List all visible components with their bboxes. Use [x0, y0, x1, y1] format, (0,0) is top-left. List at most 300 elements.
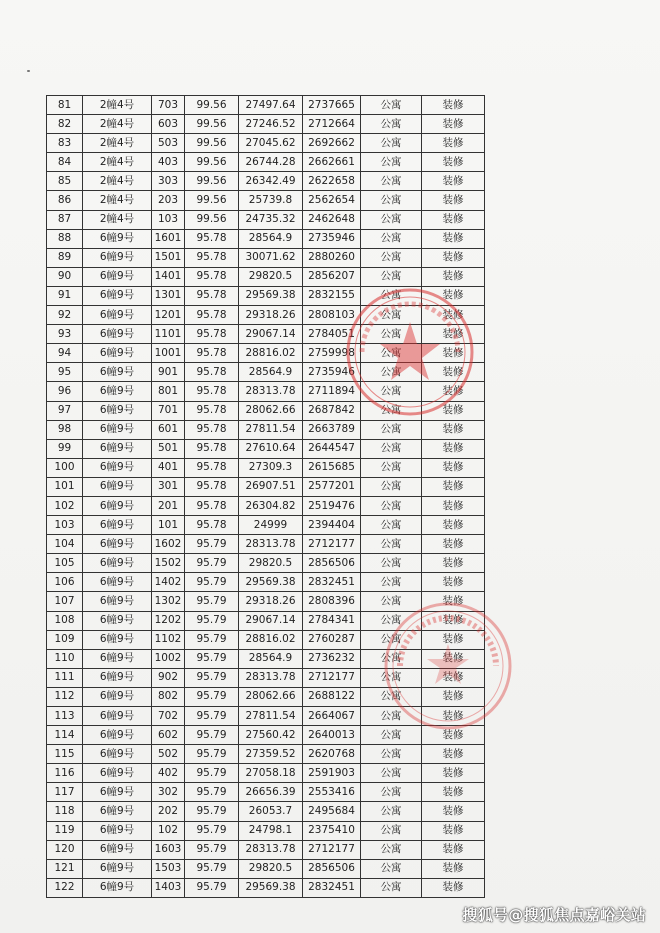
cell-row-number: 88	[47, 229, 83, 248]
cell-row-number: 91	[47, 286, 83, 305]
table-row	[47, 229, 485, 248]
cell-total-price: 2562654	[303, 191, 361, 210]
cell-area: 95.79	[185, 687, 239, 706]
cell-unit-price: 28313.78	[239, 382, 303, 401]
cell-room-number: 1001	[152, 344, 185, 363]
cell-area: 99.56	[185, 191, 239, 210]
cell-building: 2幢4号	[83, 191, 152, 210]
cell-area: 99.56	[185, 153, 239, 172]
cell-row-number: 96	[47, 382, 83, 401]
cell-row-number: 103	[47, 516, 83, 535]
cell-total-price: 2832451	[303, 878, 361, 897]
cell-total-price: 2712177	[303, 668, 361, 687]
cell-area: 95.78	[185, 420, 239, 439]
cell-building: 6幢9号	[83, 573, 152, 592]
cell-row-number: 117	[47, 783, 83, 802]
cell-building: 6幢9号	[83, 363, 152, 382]
cell-room-number: 602	[152, 726, 185, 745]
cell-area: 95.78	[185, 363, 239, 382]
cell-total-price: 2856506	[303, 554, 361, 573]
cell-area: 99.56	[185, 96, 239, 115]
cell-unit-price: 28062.66	[239, 687, 303, 706]
cell-building: 6幢9号	[83, 668, 152, 687]
cell-room-number: 901	[152, 363, 185, 382]
cell-decoration: 装修	[422, 458, 485, 477]
cell-room-number: 601	[152, 420, 185, 439]
cell-total-price: 2737665	[303, 96, 361, 115]
cell-unit-price: 27246.52	[239, 115, 303, 134]
cell-usage: 公寓	[361, 96, 422, 115]
cell-row-number: 106	[47, 573, 83, 592]
cell-unit-price: 28564.9	[239, 363, 303, 382]
cell-decoration: 装修	[422, 420, 485, 439]
cell-unit-price: 29820.5	[239, 554, 303, 573]
cell-unit-price: 29067.14	[239, 325, 303, 344]
cell-building: 6幢9号	[83, 802, 152, 821]
cell-usage: 公寓	[361, 859, 422, 878]
cell-total-price: 2832451	[303, 573, 361, 592]
table-row	[47, 687, 485, 706]
cell-row-number: 99	[47, 439, 83, 458]
cell-total-price: 2553416	[303, 783, 361, 802]
cell-usage: 公寓	[361, 592, 422, 611]
table-row	[47, 306, 485, 325]
table-row	[47, 707, 485, 726]
cell-room-number: 302	[152, 783, 185, 802]
cell-room-number: 301	[152, 477, 185, 496]
cell-building: 6幢9号	[83, 306, 152, 325]
cell-building: 2幢4号	[83, 172, 152, 191]
cell-area: 95.79	[185, 802, 239, 821]
cell-building: 6幢9号	[83, 745, 152, 764]
cell-total-price: 2688122	[303, 687, 361, 706]
cell-building: 6幢9号	[83, 382, 152, 401]
cell-room-number: 603	[152, 115, 185, 134]
cell-building: 6幢9号	[83, 420, 152, 439]
cell-room-number: 101	[152, 516, 185, 535]
cell-usage: 公寓	[361, 134, 422, 153]
cell-unit-price: 26907.51	[239, 477, 303, 496]
cell-decoration: 装修	[422, 306, 485, 325]
cell-decoration: 装修	[422, 344, 485, 363]
cell-total-price: 2808396	[303, 592, 361, 611]
cell-building: 6幢9号	[83, 840, 152, 859]
cell-building: 2幢4号	[83, 134, 152, 153]
cell-unit-price: 27497.64	[239, 96, 303, 115]
cell-total-price: 2808103	[303, 306, 361, 325]
cell-room-number: 201	[152, 496, 185, 515]
cell-row-number: 98	[47, 420, 83, 439]
cell-total-price: 2495684	[303, 802, 361, 821]
cell-room-number: 802	[152, 687, 185, 706]
cell-area: 95.78	[185, 325, 239, 344]
cell-area: 95.79	[185, 535, 239, 554]
cell-decoration: 装修	[422, 153, 485, 172]
table-row	[47, 745, 485, 764]
cell-area: 95.78	[185, 458, 239, 477]
cell-usage: 公寓	[361, 878, 422, 897]
cell-row-number: 101	[47, 477, 83, 496]
cell-total-price: 2687842	[303, 401, 361, 420]
cell-area: 99.56	[185, 210, 239, 229]
cell-area: 95.79	[185, 668, 239, 687]
cell-usage: 公寓	[361, 496, 422, 515]
cell-total-price: 2735946	[303, 363, 361, 382]
cell-total-price: 2759998	[303, 344, 361, 363]
cell-usage: 公寓	[361, 554, 422, 573]
cell-row-number: 90	[47, 267, 83, 286]
cell-building: 6幢9号	[83, 783, 152, 802]
cell-building: 6幢9号	[83, 401, 152, 420]
cell-area: 95.79	[185, 764, 239, 783]
cell-row-number: 121	[47, 859, 83, 878]
cell-unit-price: 25739.8	[239, 191, 303, 210]
table-row	[47, 878, 485, 897]
cell-building: 6幢9号	[83, 477, 152, 496]
cell-total-price: 2856506	[303, 859, 361, 878]
cell-usage: 公寓	[361, 802, 422, 821]
cell-decoration: 装修	[422, 783, 485, 802]
cell-unit-price: 27811.54	[239, 420, 303, 439]
cell-area: 95.79	[185, 859, 239, 878]
cell-row-number: 105	[47, 554, 83, 573]
cell-unit-price: 30071.62	[239, 248, 303, 267]
cell-total-price: 2640013	[303, 726, 361, 745]
cell-room-number: 1601	[152, 229, 185, 248]
cell-usage: 公寓	[361, 382, 422, 401]
cell-total-price: 2622658	[303, 172, 361, 191]
cell-building: 6幢9号	[83, 496, 152, 515]
cell-row-number: 119	[47, 821, 83, 840]
cell-unit-price: 28313.78	[239, 840, 303, 859]
cell-room-number: 1501	[152, 248, 185, 267]
cell-room-number: 203	[152, 191, 185, 210]
cell-decoration: 装修	[422, 821, 485, 840]
table-row	[47, 267, 485, 286]
cell-usage: 公寓	[361, 745, 422, 764]
table-row	[47, 611, 485, 630]
table-row	[47, 248, 485, 267]
cell-decoration: 装修	[422, 573, 485, 592]
cell-unit-price: 29318.26	[239, 592, 303, 611]
cell-row-number: 107	[47, 592, 83, 611]
cell-room-number: 1202	[152, 611, 185, 630]
cell-usage: 公寓	[361, 611, 422, 630]
cell-decoration: 装修	[422, 878, 485, 897]
cell-room-number: 1602	[152, 535, 185, 554]
table-row	[47, 477, 485, 496]
cell-room-number: 701	[152, 401, 185, 420]
cell-area: 95.79	[185, 783, 239, 802]
cell-decoration: 装修	[422, 172, 485, 191]
cell-room-number: 1403	[152, 878, 185, 897]
price-list-body	[47, 96, 485, 898]
cell-total-price: 2832155	[303, 286, 361, 305]
cell-usage: 公寓	[361, 821, 422, 840]
cell-room-number: 1603	[152, 840, 185, 859]
cell-building: 6幢9号	[83, 554, 152, 573]
cell-total-price: 2663789	[303, 420, 361, 439]
cell-unit-price: 27309.3	[239, 458, 303, 477]
cell-usage: 公寓	[361, 344, 422, 363]
table-row	[47, 344, 485, 363]
cell-usage: 公寓	[361, 687, 422, 706]
cell-row-number: 84	[47, 153, 83, 172]
cell-decoration: 装修	[422, 286, 485, 305]
cell-row-number: 87	[47, 210, 83, 229]
table-row	[47, 210, 485, 229]
cell-total-price: 2784341	[303, 611, 361, 630]
cell-room-number: 702	[152, 707, 185, 726]
cell-room-number: 202	[152, 802, 185, 821]
cell-room-number: 1101	[152, 325, 185, 344]
cell-row-number: 82	[47, 115, 83, 134]
cell-room-number: 902	[152, 668, 185, 687]
cell-row-number: 115	[47, 745, 83, 764]
cell-decoration: 装修	[422, 840, 485, 859]
cell-decoration: 装修	[422, 115, 485, 134]
table-row	[47, 783, 485, 802]
cell-room-number: 1201	[152, 306, 185, 325]
table-row	[47, 191, 485, 210]
cell-unit-price: 29067.14	[239, 611, 303, 630]
cell-building: 6幢9号	[83, 286, 152, 305]
cell-decoration: 装修	[422, 477, 485, 496]
cell-usage: 公寓	[361, 172, 422, 191]
cell-usage: 公寓	[361, 306, 422, 325]
cell-room-number: 1402	[152, 573, 185, 592]
cell-building: 6幢9号	[83, 267, 152, 286]
cell-area: 95.79	[185, 592, 239, 611]
cell-building: 6幢9号	[83, 611, 152, 630]
cell-decoration: 装修	[422, 726, 485, 745]
table-row	[47, 554, 485, 573]
cell-usage: 公寓	[361, 764, 422, 783]
table-row	[47, 573, 485, 592]
table-row	[47, 458, 485, 477]
cell-decoration: 装修	[422, 859, 485, 878]
cell-total-price: 2577201	[303, 477, 361, 496]
cell-area: 95.78	[185, 401, 239, 420]
cell-total-price: 2644547	[303, 439, 361, 458]
cell-area: 95.78	[185, 516, 239, 535]
cell-area: 95.79	[185, 573, 239, 592]
cell-area: 99.56	[185, 172, 239, 191]
table-row	[47, 668, 485, 687]
table-row	[47, 325, 485, 344]
table-row	[47, 840, 485, 859]
cell-unit-price: 28313.78	[239, 535, 303, 554]
cell-unit-price: 26342.49	[239, 172, 303, 191]
cell-decoration: 装修	[422, 592, 485, 611]
cell-area: 95.78	[185, 439, 239, 458]
table-row	[47, 592, 485, 611]
cell-usage: 公寓	[361, 229, 422, 248]
table-row	[47, 821, 485, 840]
cell-usage: 公寓	[361, 726, 422, 745]
cell-unit-price: 28816.02	[239, 344, 303, 363]
cell-decoration: 装修	[422, 96, 485, 115]
table-row	[47, 286, 485, 305]
cell-decoration: 装修	[422, 707, 485, 726]
cell-decoration: 装修	[422, 668, 485, 687]
cell-decoration: 装修	[422, 401, 485, 420]
cell-usage: 公寓	[361, 516, 422, 535]
table-row	[47, 115, 485, 134]
cell-unit-price: 27560.42	[239, 726, 303, 745]
cell-usage: 公寓	[361, 458, 422, 477]
cell-building: 6幢9号	[83, 764, 152, 783]
cell-building: 6幢9号	[83, 458, 152, 477]
cell-room-number: 801	[152, 382, 185, 401]
cell-building: 6幢9号	[83, 325, 152, 344]
cell-total-price: 2394404	[303, 516, 361, 535]
cell-building: 6幢9号	[83, 439, 152, 458]
cell-usage: 公寓	[361, 210, 422, 229]
cell-building: 6幢9号	[83, 344, 152, 363]
cell-row-number: 111	[47, 668, 83, 687]
cell-building: 6幢9号	[83, 687, 152, 706]
cell-usage: 公寓	[361, 668, 422, 687]
table-row	[47, 859, 485, 878]
cell-area: 95.79	[185, 554, 239, 573]
cell-decoration: 装修	[422, 687, 485, 706]
cell-row-number: 114	[47, 726, 83, 745]
cell-area: 95.78	[185, 382, 239, 401]
cell-room-number: 401	[152, 458, 185, 477]
table-row	[47, 630, 485, 649]
cell-building: 6幢9号	[83, 707, 152, 726]
cell-usage: 公寓	[361, 153, 422, 172]
cell-building: 2幢4号	[83, 153, 152, 172]
cell-unit-price: 29569.38	[239, 878, 303, 897]
cell-unit-price: 26304.82	[239, 496, 303, 515]
cell-unit-price: 26744.28	[239, 153, 303, 172]
cell-row-number: 97	[47, 401, 83, 420]
cell-unit-price: 27359.52	[239, 745, 303, 764]
cell-area: 95.79	[185, 611, 239, 630]
cell-decoration: 装修	[422, 745, 485, 764]
cell-unit-price: 28564.9	[239, 649, 303, 668]
cell-room-number: 403	[152, 153, 185, 172]
cell-decoration: 装修	[422, 210, 485, 229]
cell-building: 6幢9号	[83, 726, 152, 745]
cell-row-number: 100	[47, 458, 83, 477]
cell-unit-price: 28313.78	[239, 668, 303, 687]
cell-usage: 公寓	[361, 363, 422, 382]
cell-unit-price: 24999	[239, 516, 303, 535]
cell-usage: 公寓	[361, 477, 422, 496]
cell-area: 95.78	[185, 229, 239, 248]
cell-row-number: 122	[47, 878, 83, 897]
table-row	[47, 401, 485, 420]
cell-unit-price: 28816.02	[239, 630, 303, 649]
cell-building: 2幢4号	[83, 210, 152, 229]
cell-decoration: 装修	[422, 535, 485, 554]
cell-area: 95.79	[185, 745, 239, 764]
table-row	[47, 439, 485, 458]
cell-usage: 公寓	[361, 783, 422, 802]
cell-usage: 公寓	[361, 286, 422, 305]
cell-total-price: 2375410	[303, 821, 361, 840]
cell-row-number: 85	[47, 172, 83, 191]
cell-row-number: 116	[47, 764, 83, 783]
cell-building: 6幢9号	[83, 649, 152, 668]
cell-building: 6幢9号	[83, 516, 152, 535]
cell-usage: 公寓	[361, 439, 422, 458]
cell-usage: 公寓	[361, 420, 422, 439]
cell-row-number: 95	[47, 363, 83, 382]
cell-usage: 公寓	[361, 191, 422, 210]
cell-total-price: 2880260	[303, 248, 361, 267]
cell-area: 95.78	[185, 248, 239, 267]
cell-decoration: 装修	[422, 325, 485, 344]
table-row	[47, 535, 485, 554]
price-list-table	[46, 95, 485, 898]
cell-unit-price: 24798.1	[239, 821, 303, 840]
table-row	[47, 382, 485, 401]
cell-building: 6幢9号	[83, 535, 152, 554]
cell-area: 95.79	[185, 821, 239, 840]
cell-decoration: 装修	[422, 764, 485, 783]
watermark-text: 搜狐号@搜狐焦点嘉峪关站	[462, 906, 646, 924]
cell-total-price: 2736232	[303, 649, 361, 668]
cell-unit-price: 24735.32	[239, 210, 303, 229]
cell-total-price: 2711894	[303, 382, 361, 401]
table-row	[47, 516, 485, 535]
cell-row-number: 104	[47, 535, 83, 554]
cell-area: 95.79	[185, 726, 239, 745]
cell-building: 6幢9号	[83, 878, 152, 897]
cell-unit-price: 28062.66	[239, 401, 303, 420]
cell-building: 6幢9号	[83, 859, 152, 878]
table-row	[47, 420, 485, 439]
cell-total-price: 2662661	[303, 153, 361, 172]
cell-area: 95.78	[185, 306, 239, 325]
table-row	[47, 172, 485, 191]
cell-decoration: 装修	[422, 229, 485, 248]
cell-area: 95.79	[185, 840, 239, 859]
table-row	[47, 649, 485, 668]
cell-area: 95.79	[185, 630, 239, 649]
cell-unit-price: 26053.7	[239, 802, 303, 821]
cell-room-number: 402	[152, 764, 185, 783]
cell-total-price: 2712664	[303, 115, 361, 134]
cell-decoration: 装修	[422, 248, 485, 267]
cell-decoration: 装修	[422, 439, 485, 458]
cell-usage: 公寓	[361, 115, 422, 134]
cell-room-number: 1002	[152, 649, 185, 668]
cell-total-price: 2462648	[303, 210, 361, 229]
cell-total-price: 2664067	[303, 707, 361, 726]
cell-room-number: 503	[152, 134, 185, 153]
cell-area: 95.78	[185, 286, 239, 305]
table-row	[47, 764, 485, 783]
cell-room-number: 502	[152, 745, 185, 764]
cell-decoration: 装修	[422, 382, 485, 401]
cell-unit-price: 27811.54	[239, 707, 303, 726]
cell-decoration: 装修	[422, 802, 485, 821]
cell-room-number: 1302	[152, 592, 185, 611]
cell-row-number: 108	[47, 611, 83, 630]
cell-area: 95.78	[185, 496, 239, 515]
cell-area: 95.79	[185, 707, 239, 726]
cell-unit-price: 27045.62	[239, 134, 303, 153]
table-row	[47, 802, 485, 821]
cell-usage: 公寓	[361, 630, 422, 649]
cell-room-number: 501	[152, 439, 185, 458]
cell-row-number: 109	[47, 630, 83, 649]
